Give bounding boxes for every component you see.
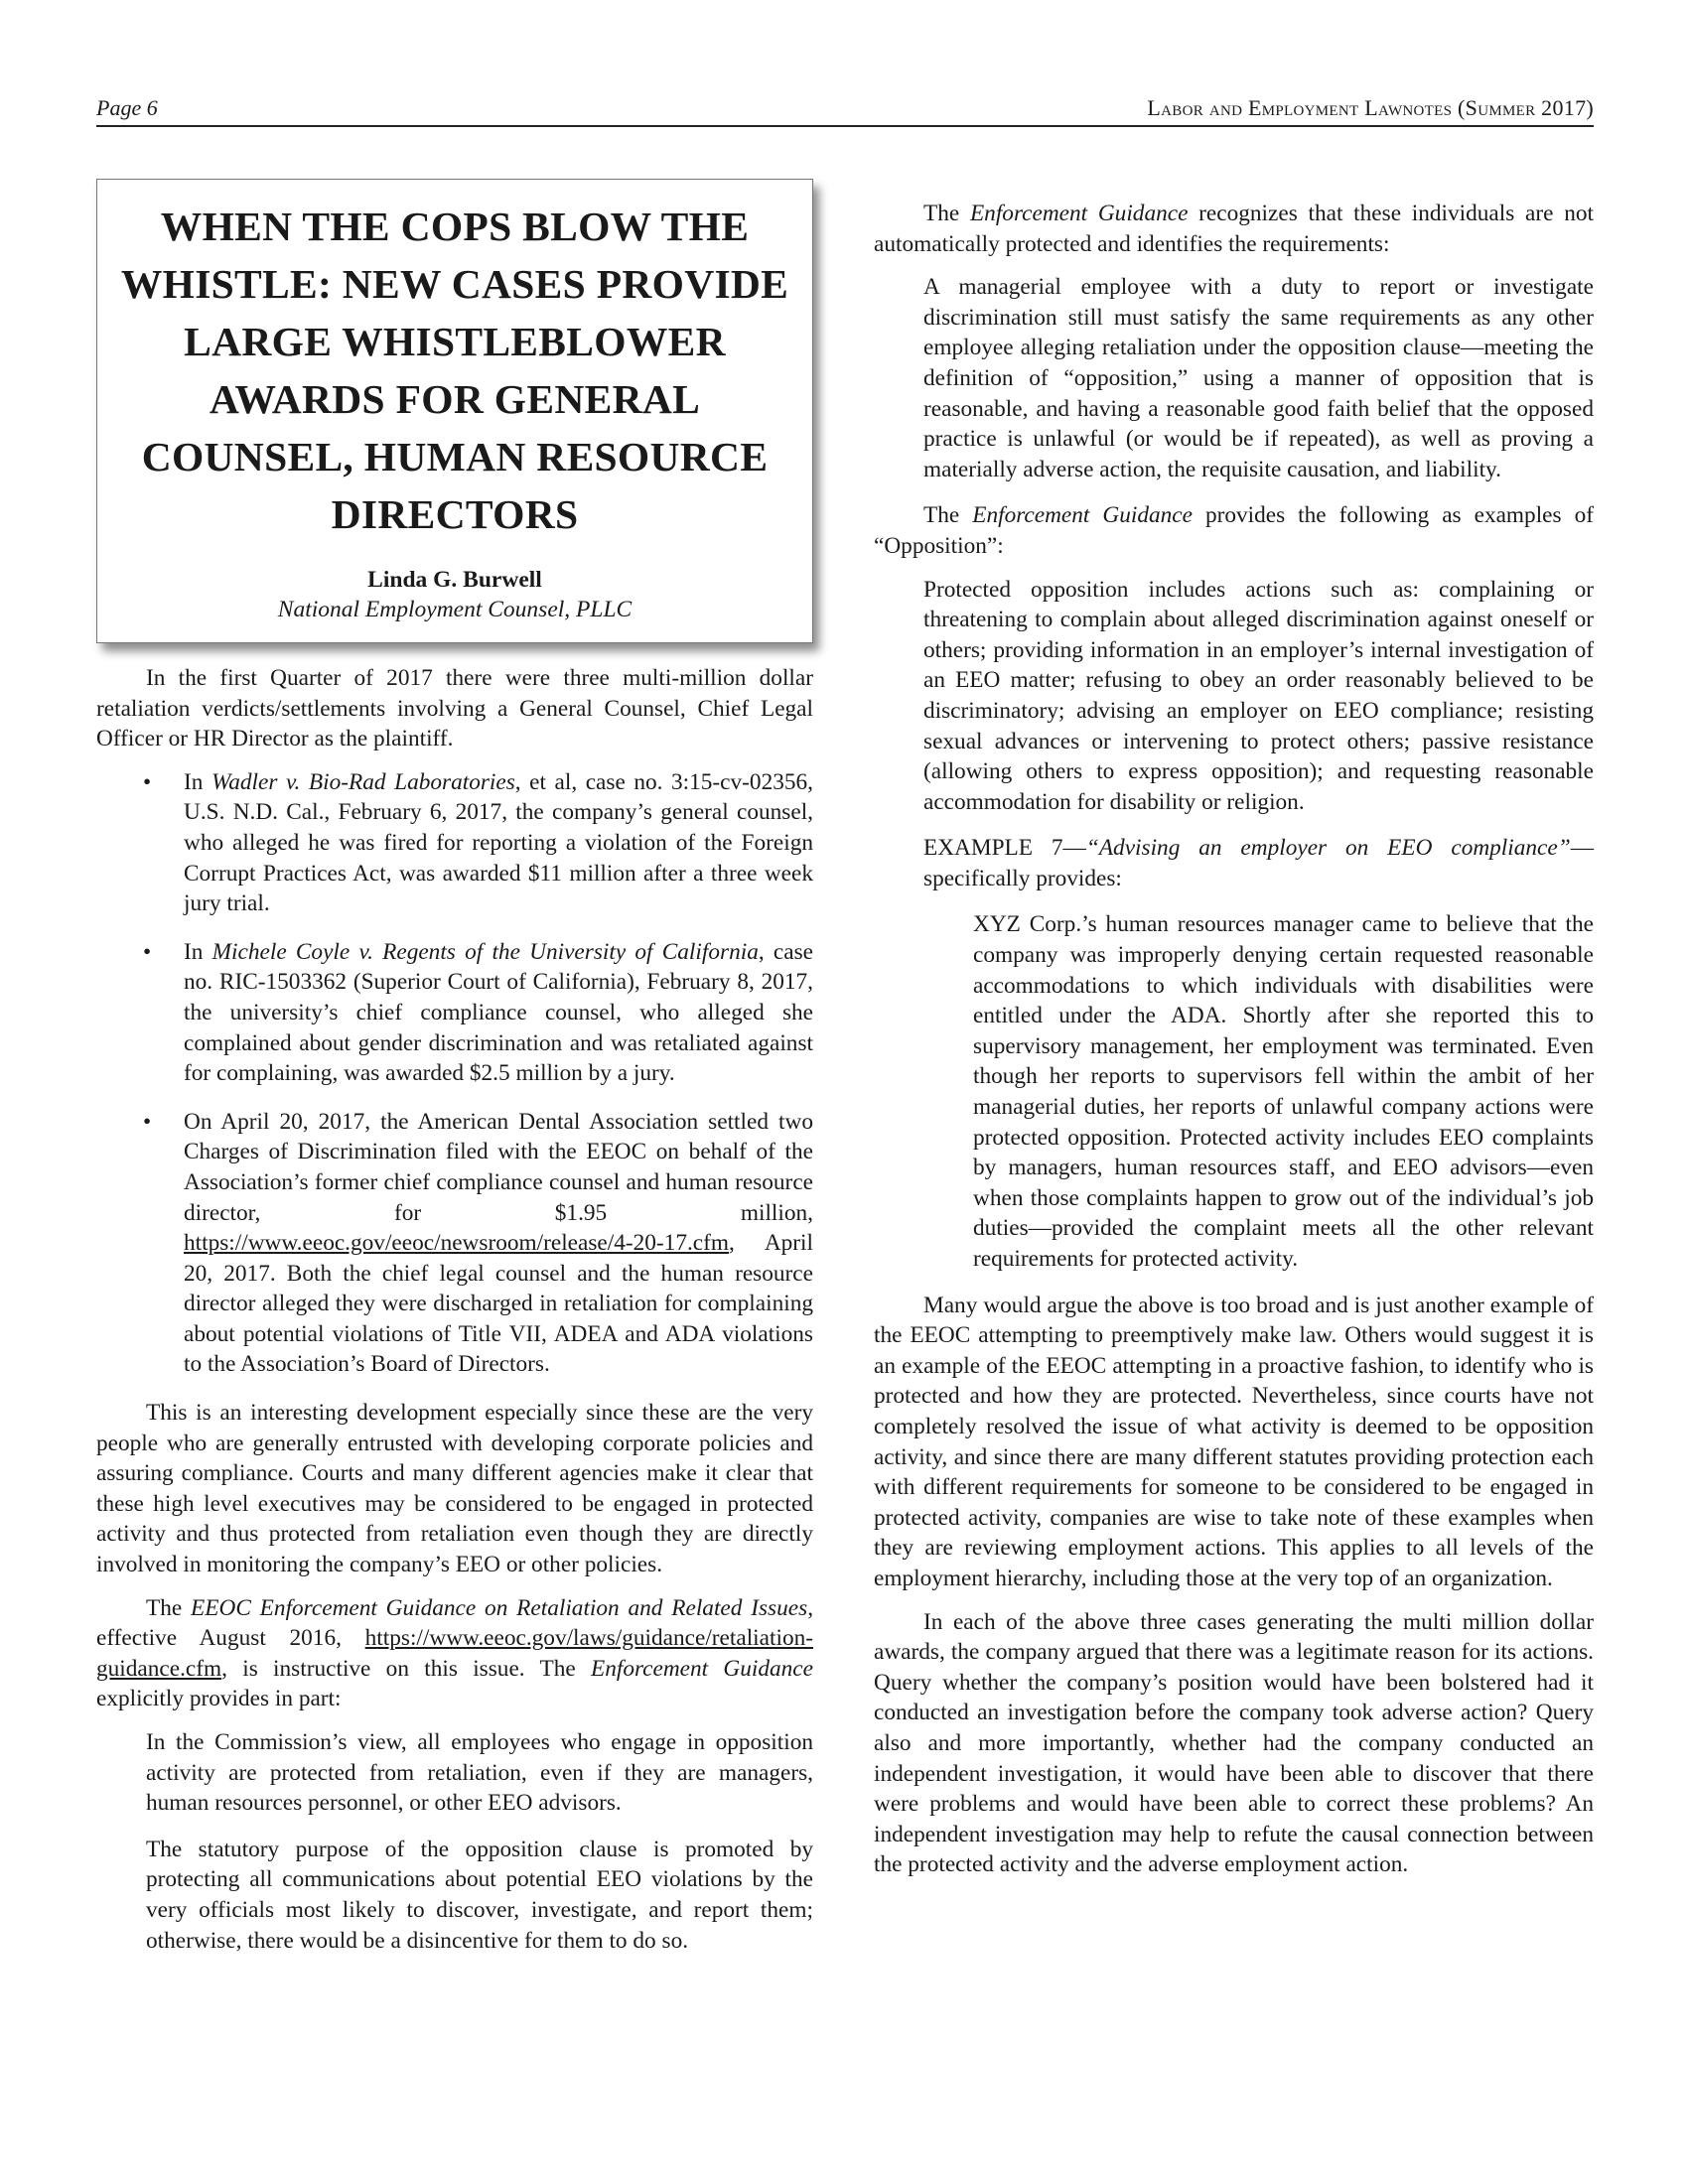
case-list (96, 767, 813, 1380)
list-item: • In Wadler v. Bio-Rad Laboratories, et al, case no. 3:15-cv-02356, U.S. N.D. Cal., February 6, 2017, the company’s general counsel, who alleged he was fired for reporting a violation of the Foreign Corrupt Practices Act, was awarded $11 million after a three week jury trial. (143, 768, 814, 917)
body-paragraph: The Enforcement Guidance provides the following as examples of “Opposition”: (874, 502, 1594, 559)
list-item: • On April 20, 2017, the American Dental Association settled two Charges of Discrimination filed with the EEOC on behalf of the Association’s former chief compliance counsel and human resource director, for $1.95 million, https://www.eeoc.gov/eeoc/newsroom/release/4-20-17.cfm, April 20, 2017. Both the chief legal counsel and the human resource director alleged they were discharged in retaliation for complaining about potential violations of Title VII, ADEA and ADA violations to the Association’s Board of Directors. (143, 1108, 813, 1378)
block-quote: Protected opposition includes actions such as: complaining or threatening to complain about alleged discrimination against oneself or others; providing information in an employer’s internal investigation of an EEO matter; refusing to obey an order reasonably believed to be discriminatory; advising an employer on EEO compliance; resisting sexual advances or intervening to protect others; passive resistance (allowing others to express opposition); and requesting reasonable accommodation for disability or religion. (923, 576, 1594, 815)
retaliation-guidance-link[interactable]: https://www.eeoc.gov/laws/guidance/retaliation-guidance.cfm (96, 1625, 813, 1682)
page-number: Page 6 (96, 95, 158, 120)
bullet-glyph: • (143, 768, 152, 795)
author-affiliation: National Employment Counsel, PLLC (277, 597, 633, 622)
body-paragraph: Many would argue the above is too broad and is just another example of the EEOC attempting to preemptively make law. Others would suggest it is an example of the EEOC attempting in a proactive fashion, to identify who is protected and how they are protected. Nevertheless, since courts have not completely resolved the issue of what activity is deemed to be opposition activity, and since there are many different statutes providing protection each with different requirements for someone to be considered to be engaged in protected activity, companies are wise to take note of these examples when they are reviewing employment actions. This applies to all levels of the employment hierarchy, including those at the very top of an organization. (874, 1292, 1594, 1591)
article-title-box (96, 179, 813, 643)
example-heading: EXAMPLE 7—“Advising an employer on EEO compliance”—specifically provides: (923, 835, 1594, 891)
eeoc-press-release-link[interactable]: https://www.eeoc.gov/eeoc/newsroom/release/4-20-17.cfm (184, 1230, 730, 1257)
block-quote: In the Commission’s view, all employees who engage in opposition activity are protected from retaliation, even if they are managers, human resources personnel, or other EEO advisors. (146, 1729, 813, 1817)
block-quote: The statutory purpose of the opposition clause is promoted by protecting all communications about potential EEO violations by the very officials most likely to discover, investigate, and report them; otherwise, there would be a disincentive for them to do so. (146, 1836, 813, 1954)
body-paragraph: In each of the above three cases generating the multi million dollar awards, the company argued that there was a legitimate reason for its actions. Query whether the company’s position would have been bolstered had it conducted an investigation before the company took adverse action? Query also and more importantly, whether had the company conducted an independent investigation, it would have been able to discover that there were problems and would have been able to correct these problems? An independent investigation may help to refute the causal connection between the protected activity and the adverse employment action. (874, 1608, 1594, 1878)
article-title: WHEN THE COPS BLOW THE WHISTLE: NEW CASES PROVIDE LARGE WHISTLEBLOWER AWARDS FOR GENERAL COUNSEL, HUMAN RESOURCE DIRECTORS (120, 204, 789, 537)
bullet-glyph: • (143, 938, 152, 965)
bullet-glyph: • (143, 1108, 152, 1135)
intro-paragraph: In the first Quarter of 2017 there were three multi-million dollar retaliation verdicts/settlements involving a General Counsel, Chief Legal Officer or HR Director as the plaintiff. (96, 665, 813, 752)
page-header (96, 91, 1594, 127)
body-paragraph: This is an interesting development especially since these are the very people who are generally entrusted with developing corporate policies and assuring compliance. Courts and many different agencies make it clear that these high level executives may be considered to be engaged in protected activity and thus protected from retaliation even though they are directly involved in monitoring the company’s EEO or other policies. (96, 1400, 813, 1578)
left-column (96, 179, 813, 1972)
list-item: • In Michele Coyle v. Regents of the University of California, case no. RIC-1503362 (Superior Court of California), February 8, 2017, the university’s chief compliance counsel, who alleged she complained about gender discrimination and was retaliated against for complaining, was awarded $2.5 million by a jury. (143, 938, 813, 1087)
example-quote: XYZ Corp.’s human resources manager came to believe that the company was improperly denying certain requested reasonable accommodations to which individuals with disabilities were entitled under the ADA. Shortly after she reported this to supervisory management, her employment was terminated. Even though her reports to supervisors fell within the ambit of her managerial duties, her reports of unlawful company actions were protected opposition. Protected activity includes EEO complaints by managers, human resources staff, and EEO advisors—even when those complaints happen to grow out of the individual’s job duties—provided the complaint meets all the other relevant requirements for protected activity. (973, 911, 1594, 1272)
author-name: Linda G. Burwell (367, 567, 542, 593)
block-quote: A managerial employee with a duty to report or investigate discrimination still must satisfy the same requirements as any other employee alleging retaliation under the opposition clause—meeting the definition of “opposition,” using a manner of opposition that is reasonable, and having a reasonable good faith belief that the opposed practice is unlawful (or would be if repeated), as well as proving a materially adverse action, the requisite causation, and liability. (923, 274, 1594, 482)
case-name: Wadler v. Bio-Rad Laboratories (211, 768, 515, 795)
body-paragraph: The EEOC Enforcement Guidance on Retaliation and Related Issues, effective August 2016, https://www.eeoc.gov/laws/guidance/retaliation-guidance.cfm, is instructive on this issue. The Enforcement Guidance explicitly provides in part: (96, 1594, 814, 1712)
publication-title: Labor and Employment Lawnotes (Summer 2017) (1147, 95, 1594, 120)
body-paragraph: The Enforcement Guidance recognizes that these individuals are not automatically protected and identifies the requirements: (874, 201, 1594, 257)
case-name: Michele Coyle v. Regents of the University of California (211, 938, 759, 965)
right-column (874, 199, 1594, 1893)
